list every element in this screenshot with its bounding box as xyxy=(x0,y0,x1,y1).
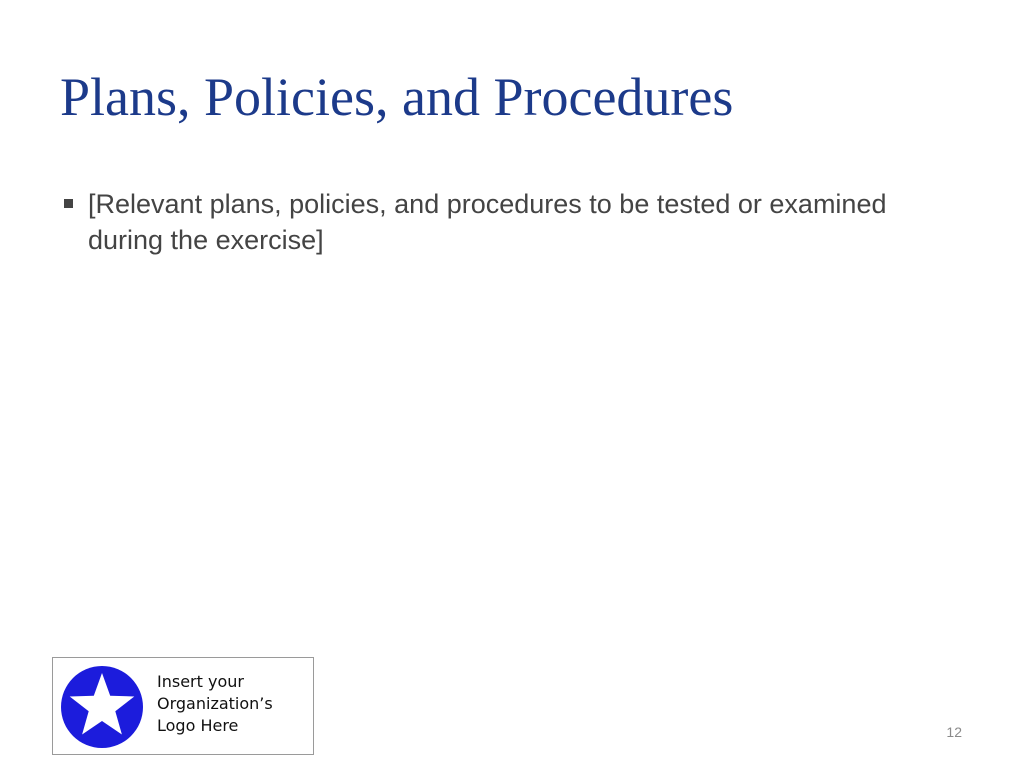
bullet-text: [Relevant plans, policies, and procedures to be tested or examined during the exercise] xyxy=(88,189,887,255)
logo-text-line: Logo Here xyxy=(157,716,239,735)
logo-placeholder-text xyxy=(157,671,307,737)
logo-text-line: Insert your xyxy=(157,672,244,691)
square-bullet-icon xyxy=(64,199,73,208)
page-number: 12 xyxy=(946,724,962,740)
logo-placeholder xyxy=(52,657,314,755)
logo-text-line: Organization’s xyxy=(157,694,273,713)
bullet-list xyxy=(62,186,942,258)
slide-title: Plans, Policies, and Procedures xyxy=(60,67,734,127)
star-in-circle-icon xyxy=(61,666,143,748)
bullet-item xyxy=(62,186,942,258)
